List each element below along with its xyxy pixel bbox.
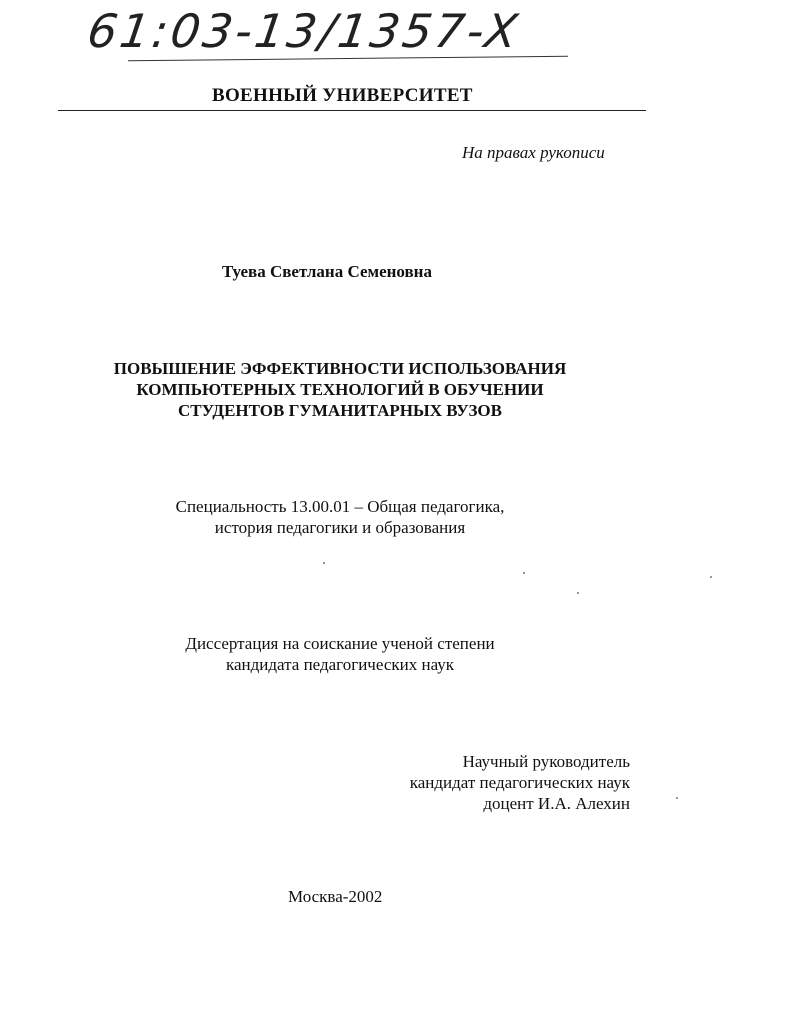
scan-speck xyxy=(676,797,678,799)
specialty-block xyxy=(100,496,580,538)
manuscript-note: На правах рукописи xyxy=(462,143,605,162)
supervisor-line: Научный руководитель xyxy=(462,752,630,771)
scan-speck xyxy=(577,592,579,594)
title-line: СТУДЕНТОВ ГУМАНИТАРНЫХ ВУЗОВ xyxy=(178,401,502,420)
specialty-line: история педагогики и образования xyxy=(214,518,466,537)
degree-line: Диссертация на соискание ученой степени xyxy=(185,634,495,653)
dissertation-title xyxy=(40,358,640,421)
city-year: Москва-2002 xyxy=(288,887,383,906)
scan-speck xyxy=(523,572,525,574)
scan-speck xyxy=(710,576,712,578)
supervisor-line: кандидат педагогических наук xyxy=(409,773,630,792)
scan-speck xyxy=(323,562,325,564)
degree-line: кандидата педагогических наук xyxy=(225,655,455,674)
header-divider xyxy=(58,110,646,111)
author-name: Туева Светлана Семеновна xyxy=(222,262,432,281)
supervisor-block xyxy=(330,751,630,814)
title-line: КОМПЬЮТЕРНЫХ ТЕХНОЛОГИЙ В ОБУЧЕНИИ xyxy=(136,380,544,399)
degree-block xyxy=(100,633,580,675)
title-line: ПОВЫШЕНИЕ ЭФФЕКТИВНОСТИ ИСПОЛЬЗОВАНИЯ xyxy=(113,359,567,378)
specialty-line: Специальность 13.00.01 – Общая педагогика, xyxy=(175,497,505,516)
organization-name: ВОЕННЫЙ УНИВЕРСИТЕТ xyxy=(212,85,473,106)
supervisor-line: доцент И.А. Алехин xyxy=(483,794,630,813)
handwritten-archive-code: 61:03-13/1357-X xyxy=(84,4,524,58)
